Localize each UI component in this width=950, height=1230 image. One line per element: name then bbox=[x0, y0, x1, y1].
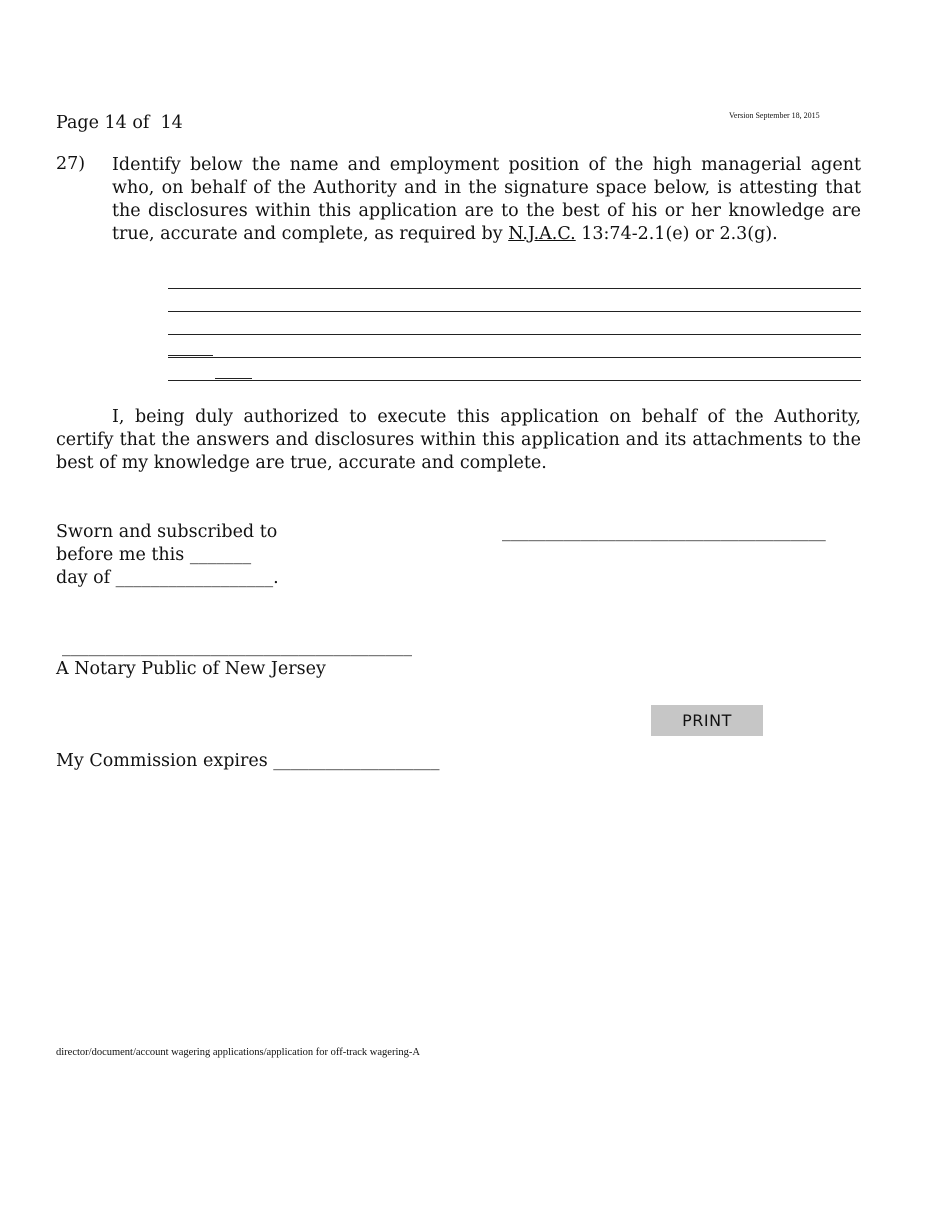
page-number: Page 14 of 14 bbox=[56, 113, 183, 133]
answer-line-3[interactable] bbox=[168, 334, 861, 335]
answer-line-2[interactable] bbox=[168, 311, 861, 312]
answer-line-5[interactable] bbox=[168, 380, 861, 381]
commission-expires[interactable]: My Commission expires ___________________ bbox=[56, 751, 440, 771]
answer-line-1[interactable] bbox=[168, 288, 861, 289]
version-date: Version September 18, 2015 bbox=[729, 111, 820, 120]
question-text bbox=[112, 154, 861, 246]
answer-line-4[interactable] bbox=[168, 357, 861, 358]
sworn-line-2[interactable]: before me this _______ bbox=[56, 545, 252, 565]
question-text-before: Identify below the name and employment position of the high managerial agent who, on behalf of the Authority and in the signature space below, is attesting that the disclosures within this application are to the best of his or her knowledge are true, accurate and complete, as required by bbox=[112, 155, 861, 244]
sworn-line-1: Sworn and subscribed to bbox=[56, 522, 278, 542]
signature-blank[interactable]: _____________________________________ bbox=[502, 522, 826, 542]
question-number: 27) bbox=[56, 154, 86, 174]
question-text-after: 13:74-2.1(e) or 2.3(g). bbox=[575, 224, 778, 244]
answer-line-4-stub bbox=[168, 355, 213, 356]
regulation-citation: N.J.A.C. bbox=[508, 224, 576, 244]
notary-signature-blank[interactable]: ________________________________________ bbox=[62, 637, 412, 657]
notary-label: A Notary Public of New Jersey bbox=[56, 659, 326, 679]
sworn-line-3[interactable]: day of __________________. bbox=[56, 568, 279, 588]
answer-line-5-stub bbox=[215, 378, 252, 379]
certification-statement: I, being duly authorized to execute this application on behalf of the Authority, certify that the answers and disclosures within this application and its attachments to the best of my knowledge are true, accurate and complete. bbox=[56, 407, 861, 473]
footer-file-path: director/document/account wagering applications/application for off-track wagering-A bbox=[56, 1047, 420, 1058]
print-button[interactable]: PRINT bbox=[651, 705, 763, 736]
